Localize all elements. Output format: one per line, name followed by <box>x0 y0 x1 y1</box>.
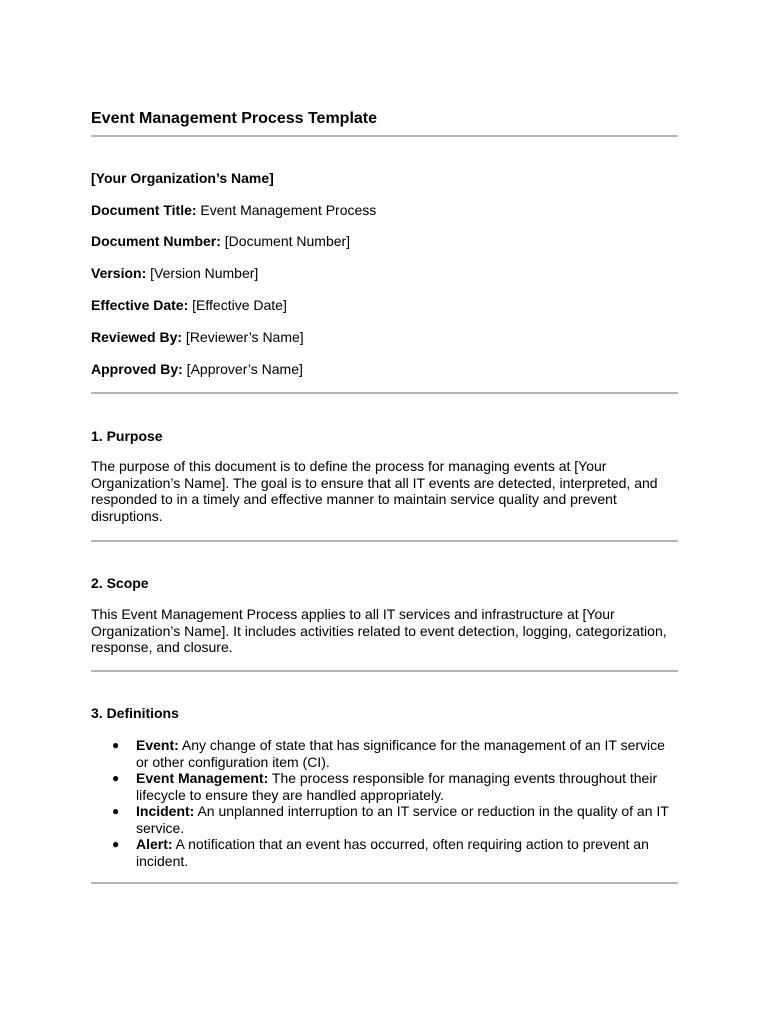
list-item <box>91 770 678 803</box>
field-label: Version: <box>91 265 147 281</box>
purpose-heading: 1. Purpose <box>91 428 163 444</box>
reviewed-by-field <box>91 329 304 346</box>
definition-text: An unplanned interruption to an IT service or reduction in the quality of an IT service. <box>136 803 669 836</box>
field-label: Document Number: <box>91 233 221 249</box>
divider <box>91 392 678 394</box>
field-value: [Reviewer’s Name] <box>182 329 304 345</box>
document-title-field <box>91 202 376 219</box>
bullet-icon: ● <box>112 738 120 752</box>
definitions-list <box>91 737 678 869</box>
definitions-heading: 3. Definitions <box>91 705 179 721</box>
field-value: [Version Number] <box>146 265 259 281</box>
field-value: [Document Number] <box>220 233 351 249</box>
bullet-icon: ● <box>112 804 120 818</box>
approved-by-field <box>91 361 303 378</box>
bullet-icon: ● <box>112 837 120 851</box>
definition-text: A notification that an event has occurred, often requiring action to prevent an incident. <box>136 836 649 869</box>
divider <box>91 135 678 137</box>
version-field <box>91 265 258 282</box>
field-label: Reviewed By: <box>91 329 183 345</box>
list-item <box>91 803 678 836</box>
document-heading: Event Management Process Template <box>91 110 378 127</box>
divider <box>91 882 678 884</box>
definition-text: Any change of state that has significance for the management of an IT service or other configuration item (CI). <box>136 737 665 770</box>
definition-term: Alert: <box>136 836 173 852</box>
bullet-icon: ● <box>112 771 120 785</box>
purpose-body: The purpose of this document is to define the process for managing events at [Your Organization’s Name]. The goal is to ensure that all IT events are detected, interpreted, and responded to in a timely and effective manner to maintain service quality and prevent disruptions. <box>91 458 658 524</box>
scope-body: This Event Management Process applies to all IT services and infrastructure at [Your Organization’s Name]. It includes activities related to event detection, logging, categorization, response, and closure. <box>91 606 667 655</box>
divider <box>91 670 678 672</box>
field-label: Approved By: <box>91 361 183 377</box>
definition-text: The process responsible for managing events throughout their lifecycle to ensure they are handled appropriately. <box>136 770 658 803</box>
definition-term: Event: <box>136 737 179 753</box>
field-value: [Approver’s Name] <box>182 361 303 377</box>
field-value: Event Management Process <box>196 202 377 218</box>
list-item <box>91 836 678 869</box>
divider <box>91 540 678 542</box>
definition-term: Incident: <box>136 803 195 819</box>
effective-date-field <box>91 297 287 314</box>
document-number-field <box>91 233 350 250</box>
field-label: Effective Date: <box>91 297 189 313</box>
field-label: Document Title: <box>91 202 197 218</box>
org-name: [Your Organization’s Name] <box>91 170 274 186</box>
list-item <box>91 737 678 770</box>
scope-heading: 2. Scope <box>91 575 149 591</box>
definition-term: Event Management: <box>136 770 269 786</box>
field-value: [Effective Date] <box>188 297 287 313</box>
